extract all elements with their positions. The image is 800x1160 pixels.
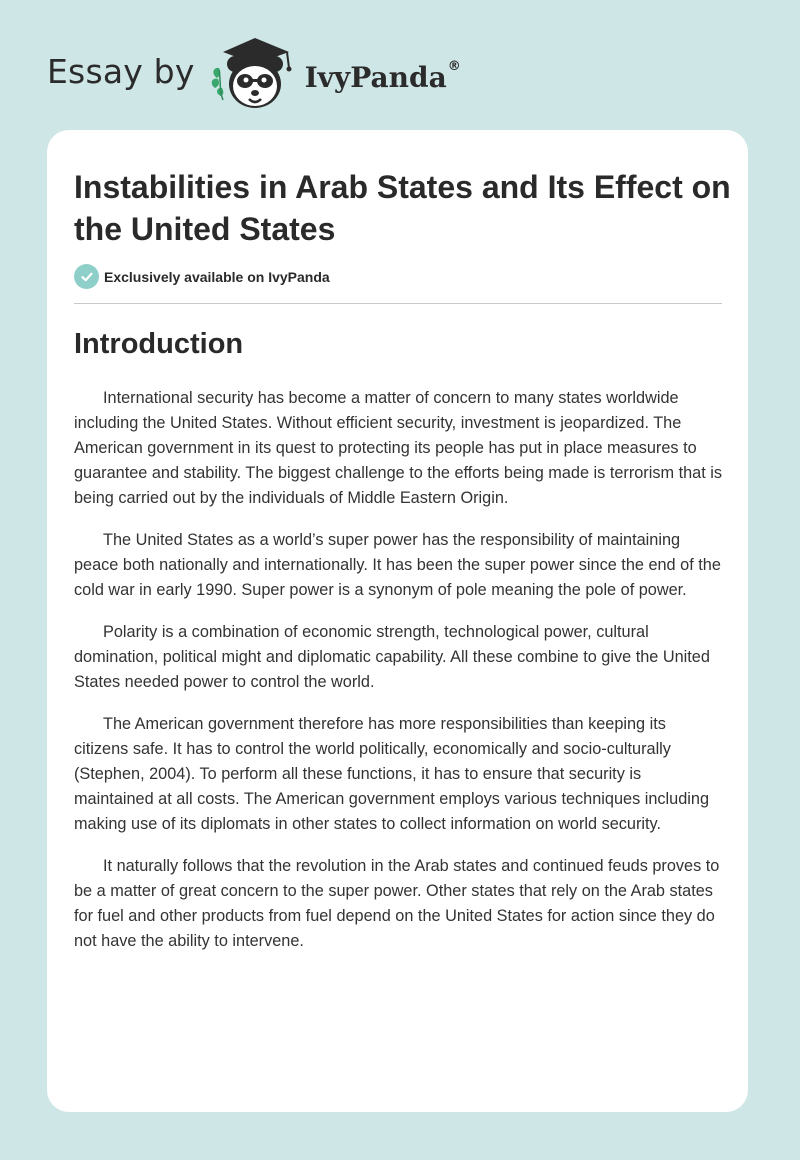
panda-graduate-icon[interactable] bbox=[209, 34, 301, 114]
essay-body bbox=[74, 386, 724, 971]
exclusive-badge-label: Exclusively available on IvyPanda bbox=[104, 268, 330, 285]
paragraph: Polarity is a combination of economic strength, technological power, cultural domination, political might and diplomatic capability. All these combine to give the United States needed power to control the world. bbox=[74, 623, 710, 691]
brand-name[interactable]: IvyPanda® bbox=[304, 58, 461, 94]
paragraph: International security has become a matter of concern to many states worldwide including the United States. Without efficient security, investment is jeopardized. The American government in its quest to protecting its people has put in place measures to guarantee and stability. The biggest challenge to the efforts being made is terrorism that is being carried out by the individuals of Middle Eastern Origin. bbox=[74, 389, 723, 507]
section-heading: Introduction bbox=[74, 328, 244, 360]
essay-card bbox=[47, 130, 748, 1112]
essay-title: Instabilities in Arab States and Its Effect on the United States bbox=[74, 169, 731, 247]
check-icon bbox=[74, 264, 99, 289]
registered-mark: ® bbox=[447, 58, 461, 74]
paragraph: The United States as a world’s super power has the responsibility of maintaining peace both nationally and internationally. It has been the super power since the end of the cold war in early 1990. Super power is a synonym of pole meaning the pole of power. bbox=[74, 531, 721, 599]
paragraph: It naturally follows that the revolution in the Arab states and continued feuds proves to be a matter of great concern to the super power. Other states that rely on the Arab states for fuel and other products from fuel depend on the United States for action since they do not have the ability to intervene. bbox=[74, 857, 720, 950]
paragraph: The American government therefore has more responsibilities than keeping its citizens safe. It has to control the world politically, economically and socio-culturally (Stephen, 2004). To perform all these functions, it has to ensure that security is maintained at all costs. The American government employs various techniques including making use of its diplomats in other states to collect information on world security. bbox=[74, 715, 710, 833]
site-header bbox=[47, 34, 461, 114]
exclusive-badge bbox=[74, 264, 330, 289]
divider bbox=[74, 303, 722, 304]
essay-by-label: Essay by bbox=[47, 51, 195, 91]
